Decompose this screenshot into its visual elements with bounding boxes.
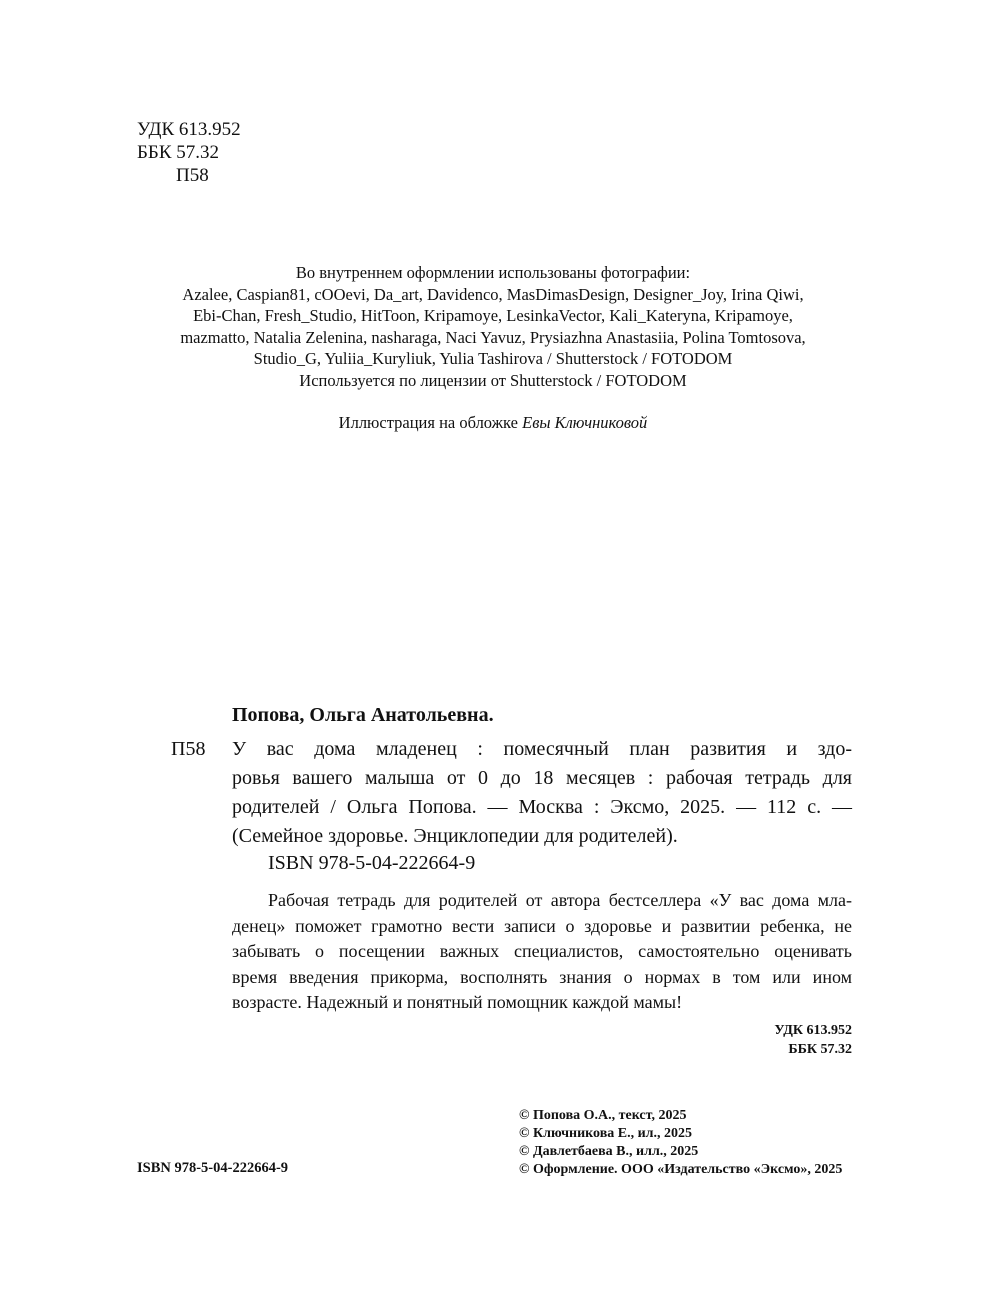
record-code: П58 bbox=[171, 738, 206, 760]
classification-block bbox=[137, 118, 241, 187]
cover-label: Иллюстрация на обложке bbox=[338, 413, 518, 432]
footer-classification bbox=[700, 1021, 852, 1059]
annotation bbox=[232, 888, 852, 1016]
annotation-line: денец» поможет грамотно вести записи о здоровье и развитии ребенка, не bbox=[232, 915, 852, 936]
footer-bbk: ББК 57.32 bbox=[788, 1042, 852, 1057]
credits-line: Studio_G, Yuliia_Kuryliuk, Yulia Tashirova / Shutterstock / FOTODOM bbox=[253, 349, 733, 368]
credits-line: Во внутреннем оформлении использованы фотографии: bbox=[295, 263, 691, 282]
credits-line: Используется по лицензии от Shutterstock / FOTODOM bbox=[299, 370, 687, 390]
copyright-line: © Оформление. ООО «Издательство «Эксмо», 2025 bbox=[519, 1162, 843, 1177]
bibliographic-record bbox=[232, 735, 852, 851]
udk-code: УДК 613.952 bbox=[137, 119, 241, 140]
record-line: (Семейное здоровье. Энциклопедии для родителей). bbox=[232, 825, 678, 847]
copyright-line: © Ключникова Е., ил., 2025 bbox=[519, 1126, 693, 1141]
record-line: У вас дома младенец : помесячный план развития и здо- bbox=[232, 738, 852, 760]
annotation-line: время введения прикорма, восполнять знания о нормах в том или ином bbox=[232, 966, 852, 987]
author-mark: П58 bbox=[176, 165, 209, 186]
footer-isbn: ISBN 978-5-04-222664-9 bbox=[137, 1160, 289, 1176]
credits-line: Ebi-Chan, Fresh_Studio, HitToon, Kripamoye, LesinkaVector, Kali_Kateryna, Kripamoye, bbox=[193, 306, 793, 325]
annotation-line: забывать о посещении важных специалистов, самостоятельно оценивать bbox=[232, 941, 852, 961]
cover-illustration-credit bbox=[120, 412, 866, 434]
cover-artist: Евы Ключниковой bbox=[522, 413, 648, 432]
footer-udk: УДК 613.952 bbox=[774, 1023, 852, 1038]
annotation-line: Рабочая тетрадь для родителей от автора бестселлера «У вас дома мла- bbox=[268, 890, 852, 910]
annotation-line: возрасте. Надежный и понятный помощник каждой мамы! bbox=[232, 992, 683, 1012]
record-author: Попова, Ольга Анатольевна. bbox=[232, 704, 494, 726]
credits-line: mazmatto, Natalia Zelenina, nasharaga, Naci Yavuz, Prysiazhna Anastasiia, Polina Tomtosova, bbox=[180, 327, 806, 347]
copyright-line: © Давлетбаева В., илл., 2025 bbox=[519, 1144, 699, 1159]
credits-line: Azalee, Caspian81, cOOevi, Da_art, Davidenco, MasDimasDesign, Designer_Joy, Irina Qiwi, bbox=[182, 284, 804, 304]
photo-credits bbox=[120, 262, 866, 391]
record-line: родителей / Ольга Попова. — Москва : Эксмо, 2025. — 112 с. — bbox=[232, 796, 852, 818]
bbk-code: ББК 57.32 bbox=[137, 142, 219, 163]
record-line: ровья вашего малыша от 0 до 18 месяцев : рабочая тетрадь для bbox=[232, 767, 852, 789]
copyright-line: © Попова О.А., текст, 2025 bbox=[519, 1108, 687, 1123]
copyright-block bbox=[519, 1107, 842, 1179]
record-isbn: ISBN 978-5-04-222664-9 bbox=[268, 852, 476, 874]
